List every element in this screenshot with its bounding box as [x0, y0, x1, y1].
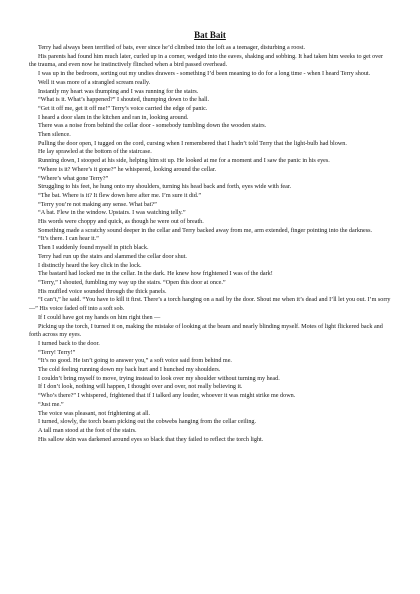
- story-paragraph: Something made a scratchy sound deeper in the cellar and Terry backed away from me, arm extended, finger pointing into the darkness.: [38, 227, 373, 234]
- story-paragraph: “It’s no good. He isn’t going to answer you,” a soft voice said from behind me.: [38, 358, 232, 365]
- story-paragraph: The bastard had locked me in the cellar. In the dark. He knew how frightened I was of the dark!: [38, 271, 273, 278]
- story-paragraph: Then silence.: [38, 132, 71, 139]
- story-body: [29, 44, 391, 444]
- story-paragraph: I heard a door slam in the kitchen and ran in, looking around.: [38, 114, 189, 121]
- story-paragraph: His sallow skin was darkened around eyes so black that they failed to reflect the torch light.: [38, 436, 264, 443]
- story-paragraph: If I could have got my hands on him right then —: [38, 314, 161, 321]
- story-paragraph: I turned, slowly, the torch beam picking out the cobwebs hanging from the cellar ceiling.: [38, 419, 257, 426]
- story-paragraph: “Just me.”: [38, 401, 64, 408]
- story-paragraph: “Terry,” I shouted, fumbling my way up the stairs. “Open this door at once.”: [38, 279, 226, 286]
- story-paragraph: His parents had found him much later, curled up in a corner, wedged into the eaves, shaking and sobbing. It had taken him weeks to get over the trauma, and even now he instinctively flinched when a bird passed overhead.: [29, 53, 383, 69]
- story-paragraph: “The bat. Where is it? It flew down here after me. I’m sure it did.”: [38, 192, 202, 199]
- story-paragraph: There was a noise from behind the cellar door - somebody tumbling down the wooden stairs.: [38, 123, 267, 130]
- story-paragraph: Pulling the door open, I tugged on the cord, cursing when I remembered that I hadn’t told Terry that the light-bulb had blown.: [38, 140, 347, 147]
- story-paragraph: Instantly my heart was thumping and I was running for the stairs.: [38, 88, 199, 95]
- story-paragraph: “It’s there. I can hear it.”: [38, 236, 99, 243]
- story-paragraph: “Terry you’re not making any sense. What bat?”: [38, 201, 157, 208]
- story-paragraph: “Who’s there?” I whispered, frightened that if I talked any louder, whoever it was might strike me down.: [38, 393, 296, 400]
- story-paragraph: Struggling to his feet, he hung onto my shoulders, turning his head back and forth, eyes wide with fear.: [38, 184, 292, 191]
- story-paragraph: Well it was more of a strangled scream really.: [38, 79, 151, 86]
- story-paragraph: Terry had always been terrified of bats, ever since he’d climbed into the loft as a teenager, disturbing a roost.: [38, 45, 306, 51]
- story-paragraph: A tall man stood at the foot of the stairs.: [38, 427, 137, 434]
- story-paragraph: If I don’t look, nothing will happen, I thought over and over, not really believing it.: [38, 384, 243, 391]
- story-paragraph: “Terry! Terry!”: [38, 349, 76, 356]
- story-paragraph: The voice was pleasant, not frightening at all.: [38, 410, 151, 417]
- story-paragraph: The cold feeling running down my back hurt and I hunched my shoulders.: [38, 367, 221, 374]
- story-paragraph: He lay sprawled at the bottom of the staircase.: [38, 149, 152, 156]
- story-paragraph: Running down, I stooped at his side, helping him sit up. He looked at me for a moment and I saw the panic in his eyes.: [38, 158, 330, 165]
- story-paragraph: His words were choppy and quick, as though he were out of breath.: [38, 219, 204, 226]
- story-paragraph: Terry had run up the stairs and slammed the cellar door shut.: [38, 253, 187, 260]
- story-paragraph: “Where is it? Where’s it gone?” he whispered, looking around the cellar.: [38, 166, 217, 173]
- story-paragraph: “A bat. Flew in the window. Upstairs. I was watching telly.”: [38, 210, 186, 217]
- story-paragraph: “What is it. What’s happened?” I shouted, thumping down to the hall.: [38, 97, 210, 104]
- story-paragraph: “I can’t,” he said. “You have to kill it first. There’s a torch hanging on a nail by the door. Shout me when it’s dead and I’ll let you out. I’m sorry —” His voice faded off into a soft sob.: [29, 297, 391, 313]
- story-paragraph: Then I suddenly found myself in pitch black.: [38, 245, 149, 252]
- story-paragraph: “Where’s what gone Terry?”: [38, 175, 109, 182]
- story-paragraph: “Get it off me, get it off me!” Terry’s voice carried the edge of panic.: [38, 105, 208, 112]
- story-paragraph: I was up in the bedroom, sorting out my undies drawers - something I’d been meaning to do for a long time - when I heard Terry shout.: [38, 71, 371, 78]
- story-paragraph: I distinctly heard the key click in the lock.: [38, 262, 142, 269]
- story-paragraph: Picking up the torch, I turned it on, making the mistake of looking at the beam and nearly blinding myself. Motes of light flickered back and forth across my eyes.: [29, 323, 383, 339]
- story-paragraph: I couldn’t bring myself to move, trying instead to look over my shoulder without turning my head.: [38, 375, 280, 382]
- story-paragraph: His muffled voice sounded through the thick panels.: [38, 288, 167, 295]
- story-paragraph: I turned back to the door.: [38, 340, 100, 347]
- story-title: Bat Bait: [194, 30, 226, 40]
